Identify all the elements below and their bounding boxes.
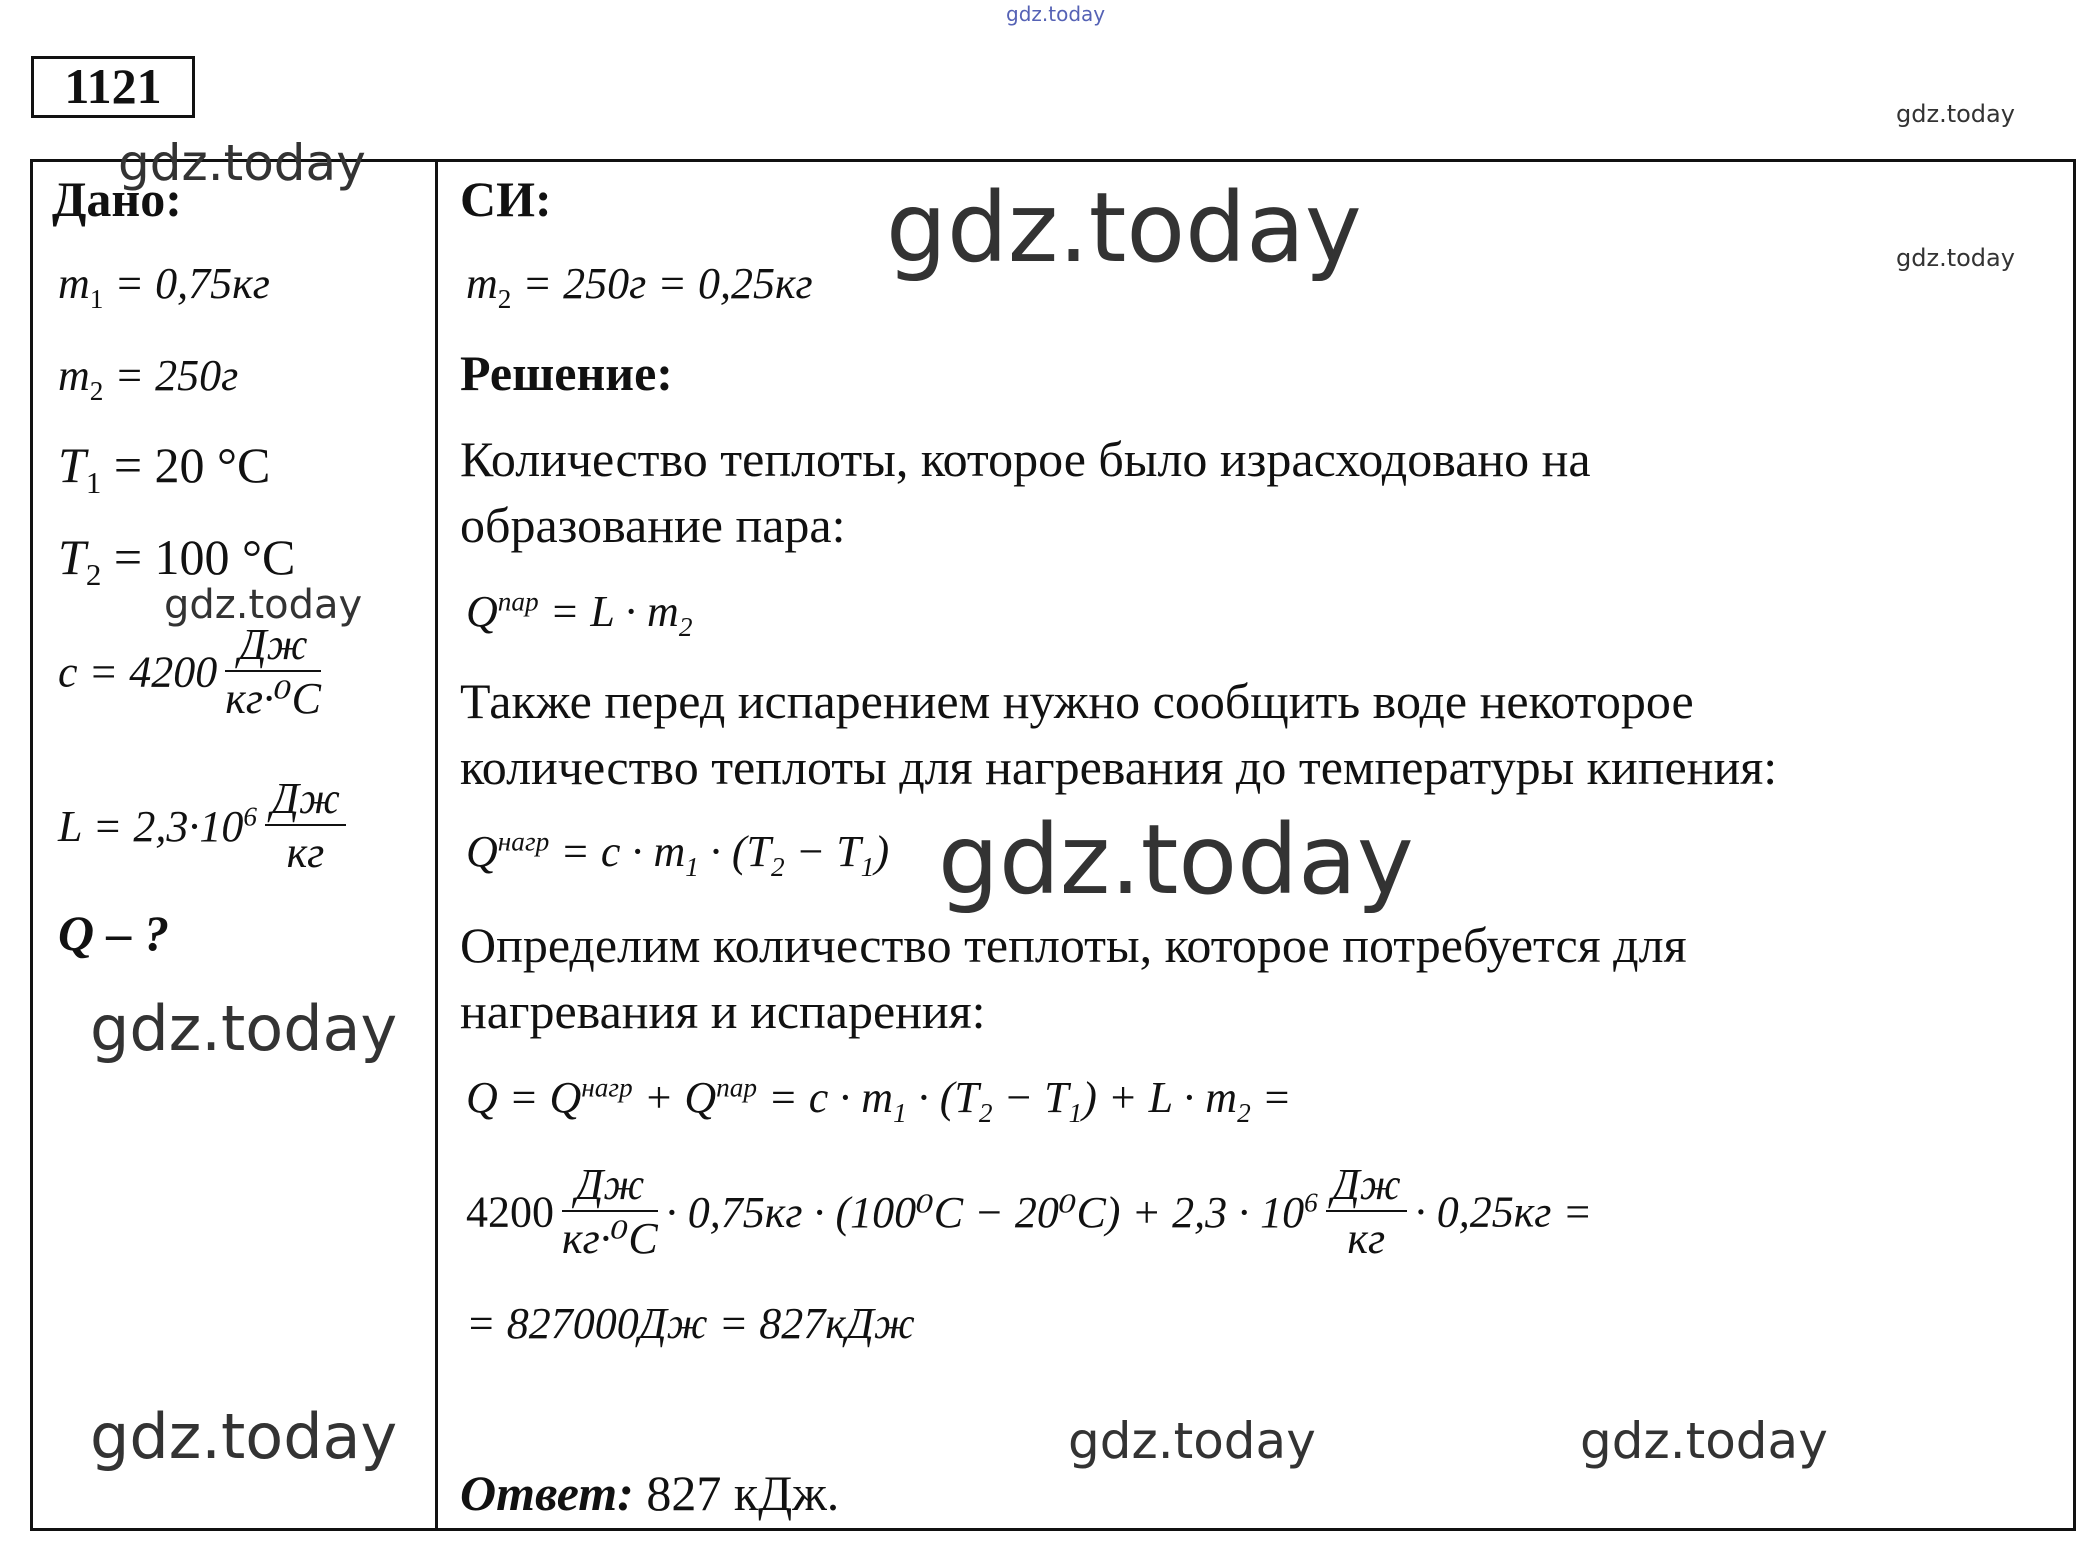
watermark-given-top: gdz.today [118, 134, 366, 192]
watermark-given-bottom: gdz.today [90, 1400, 398, 1473]
formula-result: = 827000Дж = 827кДж [466, 1299, 915, 1348]
watermark-given-mid: gdz.today [164, 582, 363, 628]
answer-value: 827 кДж. [633, 1465, 840, 1521]
column-divider [435, 159, 438, 1531]
watermark-right: gdz.today [1896, 244, 2015, 272]
watermark-top: gdz.today [1006, 2, 1106, 26]
answer-label: Ответ: [460, 1465, 634, 1521]
para-2-line-2: количество теплоты для нагревания до температуры кипения: [460, 739, 1778, 795]
problem-number: 1121 [31, 56, 195, 118]
given-m1: $m_1 = 0,75кг$ [58, 259, 270, 314]
formula-q-par: $Q^{пар} = L \cdot m_2$ [466, 586, 693, 642]
watermark-bottom-right: gdz.today [1580, 1412, 1828, 1470]
watermark-bottom-center: gdz.today [1068, 1412, 1316, 1470]
para-1-line-2: образование пара: [460, 497, 846, 553]
watermark-top-right: gdz.today [1896, 100, 2015, 128]
given-L: $L = 2,3\cdot 10^6$ $\frac{Дж}{кг}$ [58, 776, 354, 876]
formula-substitution: 4200 $\frac{Дж}{\text{кг·⁰C}}$ · $0,75кг \cdot (100^0C - 20^0C) + 2,3 \cdot 10^6$ $\frac{Дж}{кг}$ · 0,25кг = [466, 1160, 1593, 1264]
given-find: Q – ? [58, 905, 170, 961]
watermark-large-top: gdz.today [886, 172, 1362, 284]
formula-q-nagr: $Q^{нагр} = c \cdot m_1 \cdot (T_2 - T_1)$ [466, 826, 890, 882]
formula-q-total: $Q = Q^{нагр} + Q^{пар} = c \cdot m_1 \cdot (T_2 - T_1) + L \cdot m_2$ = [466, 1072, 1292, 1128]
given-t1: $T_1 = 20$ °C [58, 437, 271, 500]
para-3-line-2: нагревания и испарения: [460, 983, 986, 1039]
given-m2: $m_2 = 250г$ [58, 351, 239, 406]
si-m2: $m_2 = 250г = 0,25кг$ [466, 259, 813, 314]
solution-title: Решение: [460, 345, 673, 401]
para-3-line-1: Определим количество теплоты, которое потребуется для [460, 917, 1687, 973]
answer [460, 1464, 839, 1522]
given-title: Дано: [52, 171, 182, 227]
para-1-line-1: Количество теплоты, которое было израсходовано на [460, 431, 1591, 487]
given-t2: $T_2 = 100$ °C [58, 529, 296, 592]
given-c: c = 4200 $\frac{Дж}{\text{кг·⁰C}}$ [58, 620, 321, 724]
watermark-given-lower: gdz.today [90, 992, 398, 1065]
para-2-line-1: Также перед испарением нужно сообщить воде некоторое [460, 673, 1694, 729]
watermark-large-mid: gdz.today [938, 804, 1414, 916]
si-title: СИ: [460, 171, 552, 227]
